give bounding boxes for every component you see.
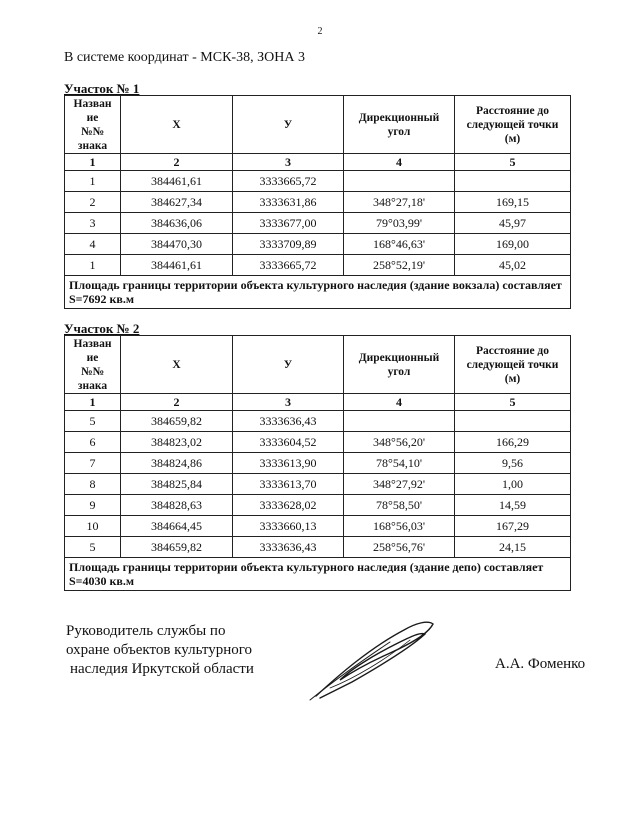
cell-distance: 45,97	[455, 213, 571, 234]
cell-point: 1	[65, 255, 121, 276]
table-row	[65, 495, 571, 516]
cell-x: 384828,63	[121, 495, 233, 516]
area-row	[65, 276, 571, 309]
cell-angle	[344, 411, 455, 432]
area-text: Площадь границы территории объекта культурного наследия (здание депо) составляет S=4030 кв.м	[65, 558, 571, 591]
cell-point: 7	[65, 453, 121, 474]
cell-y: 3333660,13	[233, 516, 344, 537]
signer-name: А.А. Фоменко	[495, 656, 586, 672]
table-row	[65, 432, 571, 453]
header-y: У	[233, 96, 344, 154]
cell-distance: 1,00	[455, 474, 571, 495]
table-header-row	[65, 336, 571, 394]
cell-point: 2	[65, 192, 121, 213]
column-number: 5	[455, 394, 571, 411]
table-row	[65, 213, 571, 234]
plot-1-title: Участок № 1	[64, 81, 140, 96]
header-x: Х	[121, 336, 233, 394]
cell-point: 10	[65, 516, 121, 537]
cell-x: 384825,84	[121, 474, 233, 495]
column-number: 1	[65, 154, 121, 171]
cell-angle	[344, 171, 455, 192]
area-text: Площадь границы территории объекта культурного наследия (здание вокзала) составляет S=7692 кв.м	[65, 276, 571, 309]
cell-angle: 348°27,18'	[344, 192, 455, 213]
header-angle: Дирекционный угол	[344, 336, 455, 394]
position-line: наследия Иркутской области	[70, 661, 254, 677]
table-header-row	[65, 96, 571, 154]
table-row	[65, 171, 571, 192]
cell-point: 4	[65, 234, 121, 255]
position-line: охране объектов культурного	[66, 642, 253, 658]
column-number: 4	[344, 154, 455, 171]
cell-angle: 258°56,76'	[344, 537, 455, 558]
header-angle: Дирекционный угол	[344, 96, 455, 154]
header-name: Назван ие №№ знака	[65, 336, 121, 394]
cell-point: 9	[65, 495, 121, 516]
cell-point: 5	[65, 537, 121, 558]
table-row	[65, 234, 571, 255]
cell-x: 384470,30	[121, 234, 233, 255]
cell-distance: 166,29	[455, 432, 571, 453]
cell-distance: 167,29	[455, 516, 571, 537]
signatory-position	[66, 622, 254, 679]
cell-y: 3333665,72	[233, 171, 344, 192]
cell-distance: 169,15	[455, 192, 571, 213]
cell-distance	[455, 411, 571, 432]
header-y: У	[233, 336, 344, 394]
cell-angle: 258°52,19'	[344, 255, 455, 276]
plot-1-coordinates-table	[64, 95, 571, 309]
cell-y: 3333636,43	[233, 411, 344, 432]
cell-point: 8	[65, 474, 121, 495]
table-row	[65, 453, 571, 474]
coordinate-system-line: В системе координат - МСК-38, ЗОНА 3	[64, 50, 305, 65]
column-number: 3	[233, 154, 344, 171]
cell-angle: 168°56,03'	[344, 516, 455, 537]
table-row	[65, 192, 571, 213]
plot-2-coordinates-table	[64, 335, 571, 591]
cell-x: 384823,02	[121, 432, 233, 453]
cell-y: 3333709,89	[233, 234, 344, 255]
column-number: 2	[121, 394, 233, 411]
cell-angle: 78°58,50'	[344, 495, 455, 516]
header-distance: Расстояние до следующей точки (м)	[455, 96, 571, 154]
cell-angle: 79°03,99'	[344, 213, 455, 234]
column-number-row	[65, 394, 571, 411]
header-distance: Расстояние до следующей точки (м)	[455, 336, 571, 394]
cell-y: 3333613,90	[233, 453, 344, 474]
cell-y: 3333665,72	[233, 255, 344, 276]
cell-x: 384461,61	[121, 171, 233, 192]
column-number: 4	[344, 394, 455, 411]
cell-distance: 169,00	[455, 234, 571, 255]
cell-point: 1	[65, 171, 121, 192]
column-number-row	[65, 154, 571, 171]
table-row	[65, 516, 571, 537]
cell-angle: 348°27,92'	[344, 474, 455, 495]
header-x: Х	[121, 96, 233, 154]
table-row	[65, 537, 571, 558]
table-row	[65, 255, 571, 276]
cell-x: 384664,45	[121, 516, 233, 537]
cell-point: 3	[65, 213, 121, 234]
cell-x: 384824,86	[121, 453, 233, 474]
plot-2-title: Участок № 2	[64, 321, 140, 336]
cell-angle: 78°54,10'	[344, 453, 455, 474]
position-line: Руководитель службы по	[66, 623, 226, 639]
cell-y: 3333628,02	[233, 495, 344, 516]
cell-distance: 9,56	[455, 453, 571, 474]
column-number: 5	[455, 154, 571, 171]
cell-x: 384627,34	[121, 192, 233, 213]
table-row	[65, 411, 571, 432]
handwritten-signature	[300, 612, 440, 704]
column-number: 1	[65, 394, 121, 411]
cell-x: 384659,82	[121, 537, 233, 558]
area-row	[65, 558, 571, 591]
header-name: Назван ие №№ знака	[65, 96, 121, 154]
cell-x: 384636,06	[121, 213, 233, 234]
column-number: 3	[233, 394, 344, 411]
cell-y: 3333604,52	[233, 432, 344, 453]
cell-distance: 14,59	[455, 495, 571, 516]
cell-x: 384659,82	[121, 411, 233, 432]
cell-y: 3333636,43	[233, 537, 344, 558]
column-number: 2	[121, 154, 233, 171]
cell-angle: 348°56,20'	[344, 432, 455, 453]
cell-point: 5	[65, 411, 121, 432]
cell-y: 3333613,70	[233, 474, 344, 495]
cell-y: 3333631,86	[233, 192, 344, 213]
cell-distance: 24,15	[455, 537, 571, 558]
cell-x: 384461,61	[121, 255, 233, 276]
cell-distance: 45,02	[455, 255, 571, 276]
cell-y: 3333677,00	[233, 213, 344, 234]
table-row	[65, 474, 571, 495]
cell-point: 6	[65, 432, 121, 453]
cell-distance	[455, 171, 571, 192]
cell-angle: 168°46,63'	[344, 234, 455, 255]
page-number: 2	[317, 26, 323, 37]
